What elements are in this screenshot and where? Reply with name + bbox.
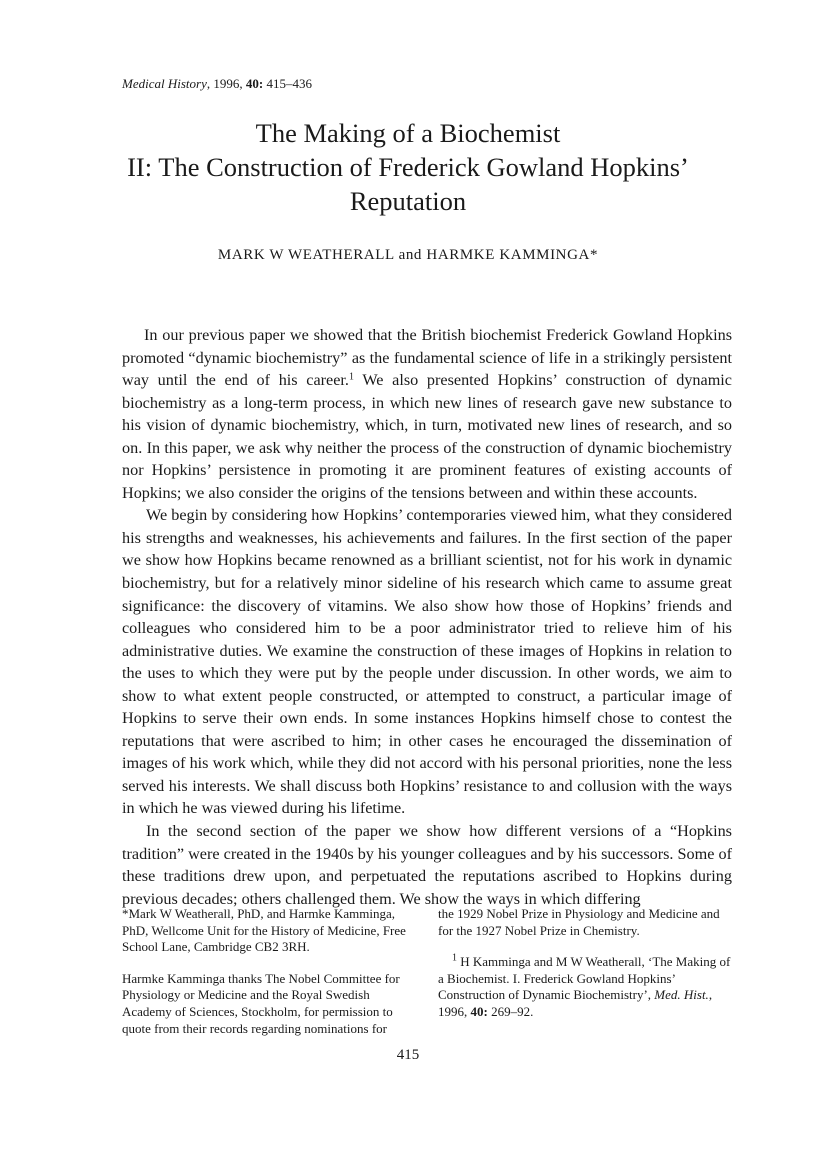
page-number: 415 xyxy=(396,1047,420,1063)
journal-name: Medical History xyxy=(122,76,207,91)
footnote-1-year: , 1996, xyxy=(438,987,713,1019)
acknowledgement-note-continued: the 1929 Nobel Prize in Physiology and Medicine and for the 1927 Nobel Prize in Chemistry. xyxy=(438,906,720,938)
footnotes-left-column xyxy=(122,906,414,1037)
footnote-ref-1: 1 xyxy=(348,371,354,383)
author-affiliation-note: *Mark W Weatherall, PhD, and Harmke Kamminga, PhD, Wellcome Unit for the History of Medicine, Free School Lane, Cambridge CB2 3RH. xyxy=(122,906,406,955)
journal-pages: 415–436 xyxy=(263,76,312,91)
body-paragraph-1 xyxy=(122,324,732,504)
article-title xyxy=(100,116,716,218)
journal-year: , 1996, xyxy=(206,76,246,91)
journal-volume: 40: xyxy=(245,76,264,91)
acknowledgement-note: Harmke Kamminga thanks The Nobel Committee for Physiology or Medicine and the Royal Swedish Academy of Sciences, Stockholm, for permission to quote from their records regarding nominations for xyxy=(122,970,400,1036)
paragraph-1-text-cont: We also presented Hopkins’ construction of dynamic biochemistry as a long-term process, in which new lines of research gave new substance to his vision of dynamic biochemistry, which, in turn, motivated new lines of research, and so on. In this paper, we ask why neither the process of the construction of dynamic biochemistry nor Hopkins’ persistence in promoting it are prominent features of existing accounts of Hopkins; we also consider the origins of the tensions between and within these accounts. xyxy=(122,371,732,502)
footnote-1-journal: Med. Hist. xyxy=(654,987,709,1003)
footnote-1-volume: 40: xyxy=(470,1003,488,1019)
paragraph-1-text: In our previous paper we showed that the British biochemist Frederick Gowland Hopkins promoted “dynamic biochemistry” as the fundamental science of life in a strikingly persistent way until the end of his career. xyxy=(122,326,732,390)
running-head xyxy=(122,76,312,92)
body-paragraph-2: We begin by considering how Hopkins’ contemporaries viewed him, what they considered his strengths and weaknesses, his achievements and failures. In the first section of the paper we show how Hopkins became renowned as a brilliant scientist, not for his work in dynamic biochemistry, but for a relatively minor sideline of his research which came to assume great significance: the discovery of vitamins. We also show how those of Hopkins’ friends and colleagues who considered him to be a poor administrator tried to relieve him of his administrative duties. We examine the construction of these images of Hopkins in relation to the uses to which they were put by the people under discussion. In other words, we aim to show to what extent people constructed, or attempted to construct, a particular image of Hopkins to serve their own ends. In some instances Hopkins himself chose to contest the reputations that were ascribed to him; in other cases he encouraged the dissemination of images of his work which, while they did not accord with his personal priorities, none the less served his interests. We shall discuss both Hopkins’ resistance to and collusion with the ways in which he was viewed during his lifetime. xyxy=(122,506,732,818)
body-paragraph-3: In the second section of the paper we show how different versions of a “Hopkins tradition” were created in the 1940s by his younger colleagues and by his successors. Some of these traditions drew upon, and perpetuated the reputations ascribed to Hopkins during previous decades; others challenged them. We show the ways in which differing xyxy=(122,822,732,908)
footnote-1-number: 1 xyxy=(452,952,457,964)
title-line-2: II: The Construction of Frederick Gowland Hopkins’ xyxy=(127,152,689,182)
article-body xyxy=(122,324,732,910)
title-line-1: The Making of a Biochemist xyxy=(255,118,561,148)
footnote-1-pages: 269–92. xyxy=(487,1003,534,1019)
author-line: MARK W WEATHERALL and HARMKE KAMMINGA* xyxy=(217,247,599,263)
footnotes-right-column xyxy=(438,906,734,1021)
title-line-3: Reputation xyxy=(349,186,467,216)
footnote-1 xyxy=(438,954,734,1020)
footnote-1-text: H Kamminga and M W Weatherall, ‘The Making of a Biochemist. I. Frederick Gowland Hopkins’ Construction of Dynamic Biochemistry’, xyxy=(438,954,731,1003)
